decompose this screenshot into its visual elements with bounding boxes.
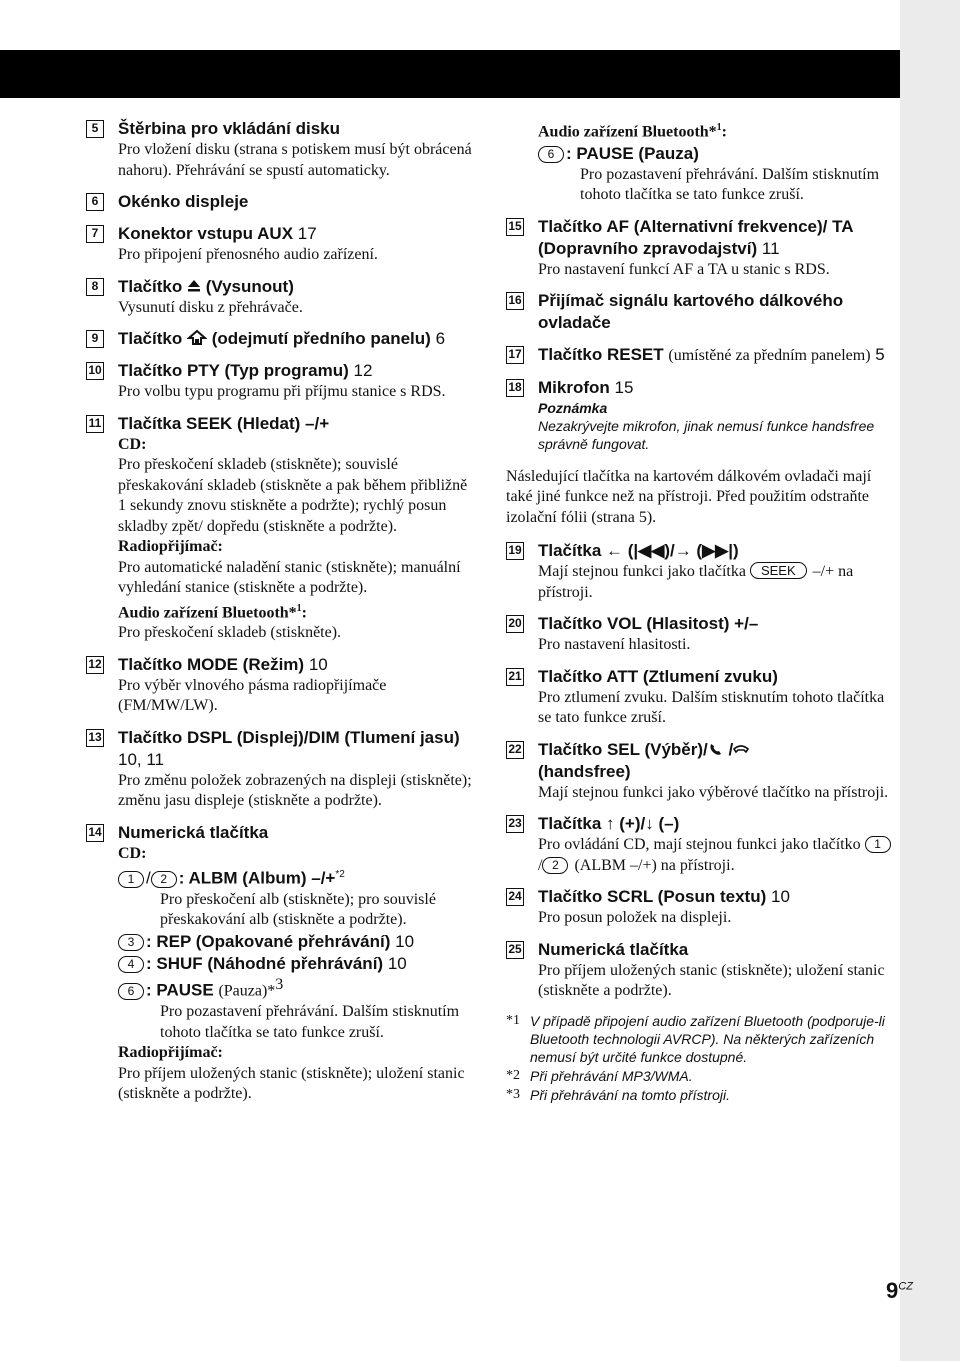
page-ref: 17 xyxy=(297,224,317,243)
note-text: Nezakrývejte mikrofon, jinak nemusí funkce handsfree správně fungovat. xyxy=(538,417,875,452)
item-desc-b: –/+ na přístroji. xyxy=(538,563,854,601)
footnote-text: Při přehrávání MP3/WMA. xyxy=(530,1067,693,1084)
item-title: Konektor vstupu AUX xyxy=(118,224,294,243)
item-number: 6 xyxy=(86,193,104,211)
eject-icon xyxy=(187,279,201,293)
item-number: 23 xyxy=(506,815,524,833)
item-desc: Pro vložení disku (strana s potiskem musí být obrácená nahoru). Přehrávání se spustí automaticky. xyxy=(118,141,472,179)
item-desc: Pro příjem uložených stanic (stiskněte); uložení stanic (stiskněte a podržte). xyxy=(538,961,885,1000)
item-desc: Mají stejnou funkci jako výběrové tlačítko na přístroji. xyxy=(538,783,889,801)
item-desc: Pro nastavení hlasitosti. xyxy=(538,636,691,654)
item-desc: (umístěné za předním panelem) xyxy=(668,347,871,365)
phone-call-icon xyxy=(708,742,724,756)
item-9 xyxy=(86,328,478,350)
item-title: Štěrbina pro vkládání disku xyxy=(118,119,341,138)
footnote-ref: *2 xyxy=(335,869,345,881)
item-desc: Mají stejnou funkci jako tlačítka xyxy=(538,563,746,581)
item-title-suffix: (Vysunout) xyxy=(205,276,294,296)
item-desc: Pro volbu typu programu při příjmu stanice s RDS. xyxy=(118,383,446,400)
item-title: Tlačítko ATT (Ztlumení zvuku) xyxy=(538,666,778,686)
rep-label: : REP (Opakované přehrávání) xyxy=(146,931,391,951)
footnote-mark: *1 xyxy=(506,1012,520,1028)
footnote-mark: *2 xyxy=(506,1067,520,1083)
footnote-ref: 1 xyxy=(296,602,302,614)
item-number: 24 xyxy=(506,888,524,906)
item-6 xyxy=(86,191,478,213)
key-6: 6 xyxy=(538,146,564,163)
item-23: 23 Tlačítka ↑ (+)/↓ (–) Pro ovládání CD, mají stejnou funkci jako tlačítko 1/ 2 (ALBM –/+) na přístroji. xyxy=(506,813,896,876)
item-title: Tlačítko SCRL (Posun textu) xyxy=(538,887,767,907)
item-title: Tlačítko xyxy=(118,329,183,348)
albm-label: : ALBM (Album) –/+ xyxy=(178,868,336,888)
footnote-text: V případě připojení audio zařízení Bluetooth (podporuje-li Bluetooth technologii AVRCP). Na některých zařízeních nemusí být určité funkce dostupné. xyxy=(530,1012,885,1065)
item-15 xyxy=(506,216,896,281)
pause-label: : PAUSE (Pauza) xyxy=(566,143,699,163)
footnote-ref: 3 xyxy=(275,975,284,993)
page-number xyxy=(886,1278,913,1304)
bluetooth-label: Audio zařízení Bluetooth* xyxy=(118,603,297,621)
page-ref: 10, 11 xyxy=(118,749,165,769)
item-number: 11 xyxy=(86,415,104,433)
item-12 xyxy=(86,654,478,717)
item-title: Numerická tlačítka xyxy=(118,822,269,842)
item-number: 22 xyxy=(506,741,524,759)
item-title: Tlačítko RESET xyxy=(538,345,664,365)
item-title: Tlačítko DSPL (Displej)/DIM (Tlumení jasu) xyxy=(118,727,460,747)
key-1: 1 xyxy=(865,836,891,853)
item-desc: Pro posun položek na displeji. xyxy=(538,909,732,927)
footnote-mark: *3 xyxy=(506,1086,520,1102)
item-18 xyxy=(506,377,896,453)
radio-label: Radiopřijímač: xyxy=(118,1044,223,1062)
item-title: Tlačítko SEL (Výběr)/ xyxy=(538,739,708,759)
item-number: 15 xyxy=(506,218,524,236)
item-desc: Pro ztlumení zvuku. Dalším stisknutím tohoto tlačítka se tato funkce zruší. xyxy=(538,688,885,727)
item-21 xyxy=(506,666,896,729)
item-7 xyxy=(86,223,478,266)
item-title-suffix: (handsfree) xyxy=(538,761,631,781)
item-number: 19 xyxy=(506,542,524,560)
item-number: 21 xyxy=(506,668,524,686)
item-20 xyxy=(506,613,896,656)
page-ref: 10 xyxy=(771,887,790,907)
item-title: Tlačítko AF (Alternativní frekvence)/ TA (Dopravního zpravodajství) xyxy=(538,216,853,258)
release-panel-icon xyxy=(187,329,207,347)
radio-desc: Pro automatické naladění stanic (stiskněte); manuální vyhledání stanice (stiskněte a podržte). xyxy=(118,558,461,596)
header-bar xyxy=(0,50,900,98)
item-desc-b: (ALBM –/+) na přístroji. xyxy=(574,856,735,874)
item-number: 25 xyxy=(506,941,524,959)
page-number-value: 9 xyxy=(886,1278,899,1303)
item-title: Přijímač signálu kartového dálkového ovladače xyxy=(538,291,844,333)
footnote-text: Při přehrávání na tomto přístroji. xyxy=(530,1086,730,1103)
radio-desc: Pro příjem uložených stanic (stiskněte); uložení stanic (stiskněte a podržte). xyxy=(118,1064,465,1103)
item-desc: Pro nastavení funkcí AF a TA u stanic s RDS. xyxy=(538,260,830,278)
item-title: Tlačítko xyxy=(118,276,183,296)
key-2: 2 xyxy=(151,871,177,888)
key-2: 2 xyxy=(542,857,568,874)
item-number: 8 xyxy=(86,278,104,296)
item-number: 20 xyxy=(506,615,524,633)
shuf-label: : SHUF (Náhodné přehrávání) xyxy=(146,953,384,973)
item-title: Tlačítka ← (|◀◀)/→ (▶▶|) xyxy=(538,541,739,561)
item-22: 22 Tlačítko SEL (Výběr)/ / (handsfree) Mají stejnou funkci jako výběrové tlačítko na přístroji. xyxy=(506,739,896,804)
item-14-continued xyxy=(506,118,896,206)
pause-desc: Pro pozastavení přehrávání. Dalším stisknutím tohoto tlačítka se tato funkce zruší. xyxy=(580,165,880,204)
item-5 xyxy=(86,118,478,181)
item-number: 18 xyxy=(506,379,524,397)
item-title: Tlačítko PTY (Typ programu) xyxy=(118,361,349,380)
cd-label: CD: xyxy=(118,435,147,453)
item-14 xyxy=(86,822,478,1105)
item-number: 16 xyxy=(506,292,524,310)
page-ref: 11 xyxy=(761,238,780,258)
left-column xyxy=(86,118,478,1115)
item-number: 9 xyxy=(86,330,104,348)
item-title-suffix: (odejmutí předního panelu) xyxy=(211,329,431,348)
key-6: 6 xyxy=(118,983,144,1000)
colon: : xyxy=(301,603,307,621)
item-13 xyxy=(86,727,478,812)
item-number: 10 xyxy=(86,362,104,380)
item-8 xyxy=(86,276,478,319)
seek-key: SEEK xyxy=(750,562,807,579)
right-column xyxy=(506,118,896,1105)
note-title: Poznámka xyxy=(538,399,608,416)
albm-desc: Pro přeskočení alb (stiskněte); pro souvislé přeskakování alb (stiskněte a podržte). xyxy=(160,890,436,929)
language-code: CZ xyxy=(898,1280,913,1293)
item-25 xyxy=(506,939,896,1002)
phone-hangup-icon xyxy=(733,742,749,756)
footnote-1 xyxy=(506,1012,896,1066)
pause-desc: Pro pozastavení přehrávání. Dalším stisknutím tohoto tlačítka se tato funkce zruší. xyxy=(160,1003,460,1041)
bluetooth-desc: Pro přeskočení skladeb (stiskněte). xyxy=(118,624,342,642)
item-number: 5 xyxy=(86,120,104,138)
item-title: Tlačítka SEEK (Hledat) –/+ xyxy=(118,413,330,433)
item-11 xyxy=(86,413,478,644)
item-desc: Pro změnu položek zobrazených na displeji (stiskněte); změnu jasu displeje (stiskněte a podržte). xyxy=(118,771,472,810)
pause-label-b: (Pauza)* xyxy=(218,982,276,1000)
item-desc: Pro ovládání CD, mají stejnou funkci jako tlačítko xyxy=(538,836,861,854)
page-ref: 5 xyxy=(875,345,885,365)
item-desc: Pro připojení přenosného audio zařízení. xyxy=(118,246,378,263)
item-number: 17 xyxy=(506,346,524,364)
cd-label: CD: xyxy=(118,844,147,862)
page-ref: 15 xyxy=(614,377,634,397)
item-desc: Pro výběr vlnového pásma radiopřijímače (FM/MW/LW). xyxy=(118,676,387,715)
item-title: Numerická tlačítka xyxy=(538,939,689,959)
item-title: Okénko displeje xyxy=(118,192,249,211)
side-margin xyxy=(900,0,960,1361)
item-16 xyxy=(506,290,896,334)
item-desc: Vysunutí disku z přehrávače. xyxy=(118,298,303,316)
footnote-ref: 1 xyxy=(716,122,722,133)
separator: / xyxy=(146,868,151,888)
page-ref: 10 xyxy=(387,953,407,973)
page-ref: 10 xyxy=(308,654,328,674)
page-ref: 6 xyxy=(435,329,446,348)
item-17 xyxy=(506,344,896,367)
item-number: 7 xyxy=(86,225,104,243)
cd-desc: Pro přeskočení skladeb (stiskněte); souvislé přeskakování skladeb (stiskněte a pak během přibližně 1 sekundy znovu stiskněte a podržte); rychlý posun skladby zpět/ dopředu (stiskněte a podržte). xyxy=(118,456,468,535)
item-number: 12 xyxy=(86,656,104,674)
footnote-2 xyxy=(506,1067,896,1085)
key-3: 3 xyxy=(118,934,144,951)
item-title: Mikrofon xyxy=(538,377,610,397)
item-title: Tlačítko VOL (Hlasitost) +/– xyxy=(538,614,759,634)
item-10 xyxy=(86,360,478,403)
intro-paragraph: Následující tlačítka na kartovém dálkovém ovladači mají také jiné funkce než na přístroji. Před použitím odstraňte izolační fólii (strana 5). xyxy=(506,467,872,526)
footnote-3 xyxy=(506,1086,896,1104)
item-19 xyxy=(506,540,896,603)
item-24 xyxy=(506,886,896,929)
bluetooth-label: Audio zařízení Bluetooth* xyxy=(538,123,717,141)
pause-label: : PAUSE xyxy=(146,980,214,1000)
item-title: Tlačítko MODE (Režim) xyxy=(118,654,305,674)
colon: : xyxy=(721,123,727,141)
item-number: 14 xyxy=(86,824,104,842)
item-title: Tlačítka ↑ (+)/↓ (–) xyxy=(538,814,680,834)
radio-label: Radiopřijímač: xyxy=(118,538,223,555)
key-4: 4 xyxy=(118,956,144,973)
key-1: 1 xyxy=(118,871,144,888)
page-ref: 10 xyxy=(395,931,415,951)
page-ref: 12 xyxy=(353,361,373,380)
item-number: 13 xyxy=(86,729,104,747)
